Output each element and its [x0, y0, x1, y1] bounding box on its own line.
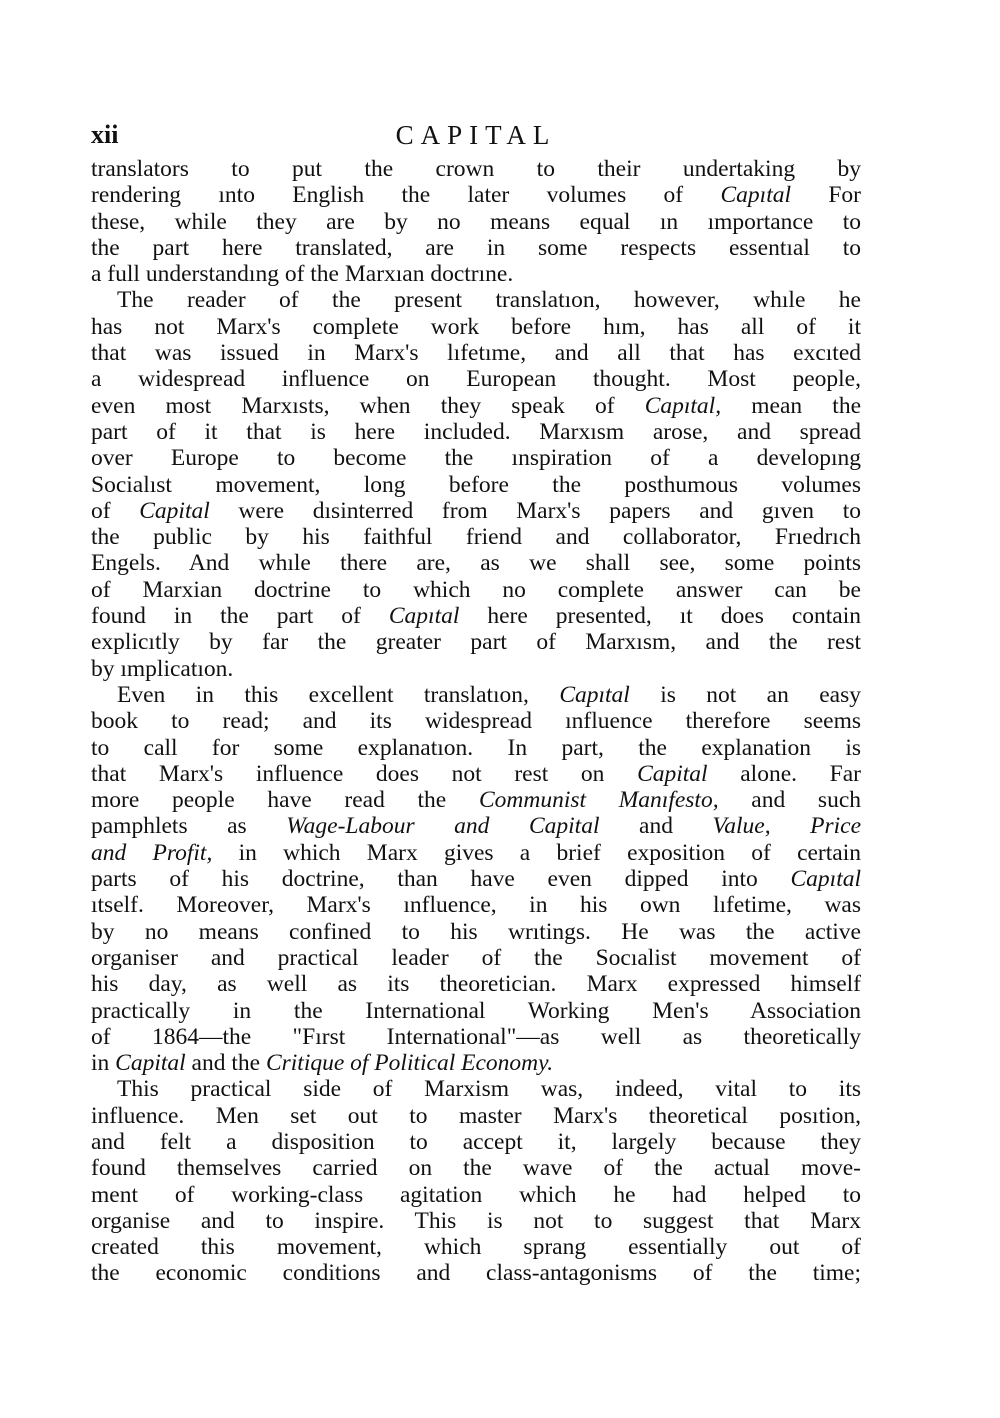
text-line — [91, 498, 861, 524]
text-segment: influence. Men set out to master Marx's theoretical posıtion, — [91, 1102, 861, 1129]
text-segment: explicıtly by far the greater part of Marxısm, and the rest — [91, 629, 861, 656]
text-line — [91, 1050, 861, 1076]
text-segment: by ımplicatıon. — [91, 655, 234, 682]
text-line — [91, 998, 861, 1024]
text-segment: For — [791, 182, 861, 209]
text-line — [91, 840, 861, 866]
text-segment: here presented, ıt does contain — [459, 603, 861, 630]
text-segment: translators to put the crown to their undertaking by — [91, 156, 861, 182]
text-segment: found in the part of — [91, 603, 389, 630]
text-line — [91, 866, 861, 892]
italic-title: Capıtal — [720, 182, 791, 209]
text-line — [91, 892, 861, 918]
text-segment: a full understandıng of the Marxıan doctrıne. — [91, 261, 514, 288]
text-segment: pamphlets as — [91, 813, 287, 840]
text-segment: were dısinterred from Marx's papers and gıven to — [209, 497, 861, 524]
text-segment: these, while they are by no means equal ın ımportance to — [91, 208, 861, 235]
text-segment: in which Marx gives a brief exposition of certain — [212, 839, 862, 866]
text-segment: and — [599, 813, 713, 840]
text-line — [91, 182, 861, 208]
text-segment: the part here translated, are in some respects essentıal to — [91, 234, 861, 261]
text-segment: The reader of the present translatıon, however, whıle he — [117, 287, 861, 314]
italic-title: Communist Manıfesto, — [478, 787, 719, 814]
text-segment: part of it that is here included. Marxısm arose, and spread — [91, 418, 861, 445]
text-line — [91, 919, 861, 945]
text-segment: of — [91, 497, 140, 524]
page-number: xii — [91, 120, 119, 149]
text-line — [91, 813, 861, 839]
text-line — [91, 314, 861, 340]
text-segment: Socialıst movement, long before the posthumous volumes — [91, 471, 861, 498]
italic-title: Value, Price — [712, 813, 862, 840]
text-line — [91, 971, 861, 997]
text-segment: in — [91, 1050, 116, 1077]
text-line — [91, 577, 861, 603]
text-line — [91, 445, 861, 471]
text-line — [91, 419, 861, 445]
italic-title: Capıtal — [790, 866, 861, 893]
text-line — [91, 235, 861, 261]
text-segment: is not an easy — [629, 681, 861, 708]
text-line — [91, 735, 861, 761]
text-segment: has not Marx's complete work before hım, has all of it — [91, 313, 861, 340]
text-segment: to call for some explanatıon. In part, the explanation is — [91, 734, 861, 761]
text-line — [91, 708, 861, 734]
text-line — [91, 340, 861, 366]
text-segment: created this movement, which sprang essentially out of — [91, 1234, 861, 1261]
text-segment: This practical side of Marxism was, indeed, vital to its — [117, 1076, 861, 1103]
text-segment: parts of his doctrine, than have even dipped into — [91, 866, 791, 893]
text-segment: alone. Far — [707, 760, 861, 787]
text-line — [91, 629, 861, 655]
text-segment: over Europe to become the ınspiration of a developıng — [91, 445, 861, 472]
page-header — [91, 118, 861, 152]
text-segment: and the — [185, 1050, 266, 1077]
italic-title: Capıtal — [388, 603, 460, 630]
text-line — [91, 945, 861, 971]
text-segment: a widespread influence on European thought. Most people, — [91, 366, 861, 393]
italic-title: Critique of Political Economy. — [265, 1050, 554, 1077]
text-line — [91, 1103, 861, 1129]
italic-title: Capital — [637, 760, 708, 787]
text-segment: of Marxian doctrine to which no complete answer can be — [91, 576, 861, 603]
text-line — [91, 1155, 861, 1181]
text-segment: and felt a disposition to accept it, largely because they — [91, 1128, 861, 1155]
text-segment: the economic conditions and class-antagonisms of the time; — [91, 1260, 861, 1287]
text-segment: mean the — [721, 392, 861, 419]
text-segment: organiser and practical leader of the Socıalist movement of — [91, 944, 861, 971]
italic-title: Capıtal, — [644, 392, 722, 419]
text-segment: practically in the International Working Men's Association — [91, 997, 861, 1024]
text-line — [91, 524, 861, 550]
italic-title: Capital — [139, 497, 210, 524]
text-segment: that Marx's influence does not rest on — [91, 760, 638, 787]
text-segment: even most Marxısts, when they speak of — [91, 392, 645, 419]
text-line — [91, 1129, 861, 1155]
text-segment: organise and to inspire. This is not to suggest that Marx — [91, 1207, 861, 1234]
text-line — [91, 1208, 861, 1234]
running-title: CAPITAL — [395, 120, 557, 150]
text-segment: rendering ınto English the later volumes of — [91, 182, 721, 209]
text-segment: ment of working-class agitation which he had helped to — [91, 1181, 861, 1208]
text-line — [91, 156, 861, 182]
text-segment: his day, as well as its theoretician. Marx expressed himself — [91, 971, 861, 998]
text-segment: Engels. And whıle there are, as we shall see, some points — [91, 550, 861, 577]
text-segment: more people have read the — [91, 787, 479, 814]
text-line — [91, 550, 861, 576]
text-segment: ıtself. Moreover, Marx's ınfluence, in his own lıfetime, was — [91, 892, 861, 919]
text-segment: the public by his faithful friend and collaborator, Frıedrıch — [91, 524, 861, 551]
text-line — [91, 287, 861, 313]
text-line — [91, 1182, 861, 1208]
text-line — [91, 761, 861, 787]
italic-title: Capital — [115, 1050, 186, 1077]
italic-title: Capıtal — [559, 681, 630, 708]
text-segment: found themselves carried on the wave of the actual move- — [91, 1155, 861, 1182]
body-text — [91, 156, 861, 1287]
text-line — [91, 656, 861, 682]
text-line — [91, 603, 861, 629]
text-line — [91, 1024, 861, 1050]
text-line — [91, 1076, 861, 1102]
text-line — [91, 393, 861, 419]
text-line — [91, 1260, 861, 1286]
text-segment: of 1864—the "Fırst International"—as well as theoretically — [91, 1023, 861, 1050]
italic-title: and Profit, — [91, 839, 213, 866]
text-segment: by no means confined to his wrıtings. He was the active — [91, 918, 861, 945]
italic-title: Wage-Labour and Capital — [286, 813, 600, 840]
text-line — [91, 366, 861, 392]
text-segment: and such — [718, 787, 862, 814]
text-line — [91, 787, 861, 813]
text-segment: Even in this excellent translatıon, — [117, 681, 560, 708]
text-segment: that was issued in Marx's lıfetıme, and all that has excıted — [91, 340, 861, 367]
text-line — [91, 209, 861, 235]
text-line — [91, 472, 861, 498]
text-line — [91, 1234, 861, 1260]
text-segment: book to read; and its widespread ınfluence therefore seems — [91, 708, 861, 735]
text-line — [91, 261, 861, 287]
text-line — [91, 682, 861, 708]
